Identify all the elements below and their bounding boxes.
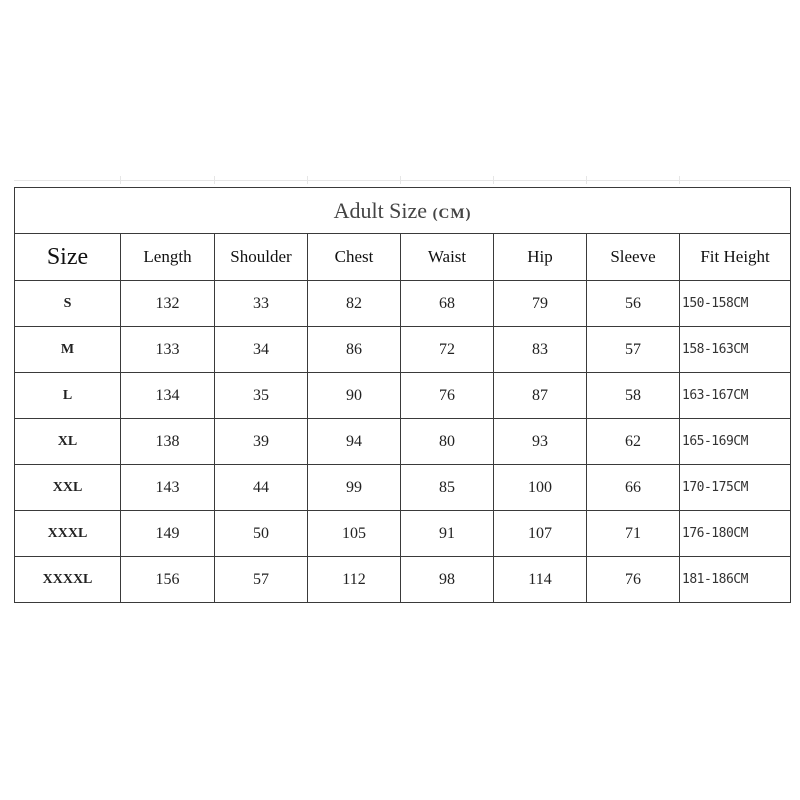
cell-size: M: [15, 327, 121, 373]
table-title-unit: (CM): [432, 205, 472, 222]
cell-sleeve: 56: [587, 281, 680, 327]
cell-length: 143: [121, 465, 215, 511]
cell-shoulder: 57: [215, 557, 308, 603]
cell-chest: 94: [308, 419, 401, 465]
faint-grid-tick: [400, 176, 401, 184]
cell-waist: 76: [401, 373, 494, 419]
table-row: [15, 419, 791, 465]
faint-grid-tick: [307, 176, 308, 184]
cell-sleeve: 66: [587, 465, 680, 511]
table-row: [15, 373, 791, 419]
header-fit-height: Fit Height: [680, 234, 791, 281]
cell-waist: 91: [401, 511, 494, 557]
faint-grid-tick: [120, 176, 121, 184]
cell-size: XXXXL: [15, 557, 121, 603]
header-shoulder: Shoulder: [215, 234, 308, 281]
cell-hip: 93: [494, 419, 587, 465]
faint-grid-tick: [493, 176, 494, 184]
header-size: Size: [15, 234, 121, 281]
cell-hip: 114: [494, 557, 587, 603]
cell-shoulder: 44: [215, 465, 308, 511]
cell-hip: 79: [494, 281, 587, 327]
cell-hip: 87: [494, 373, 587, 419]
cell-sleeve: 57: [587, 327, 680, 373]
faint-grid-line: [14, 180, 790, 181]
cell-sleeve: 62: [587, 419, 680, 465]
cell-chest: 105: [308, 511, 401, 557]
table-row: [15, 511, 791, 557]
cell-sleeve: 58: [587, 373, 680, 419]
cell-size: L: [15, 373, 121, 419]
table-row: [15, 281, 791, 327]
cell-shoulder: 39: [215, 419, 308, 465]
cell-length: 133: [121, 327, 215, 373]
cell-size: XXL: [15, 465, 121, 511]
faint-grid-tick: [679, 176, 680, 184]
table-title: [15, 188, 791, 234]
cell-fit-height: 150-158CM: [680, 281, 791, 327]
cell-sleeve: 76: [587, 557, 680, 603]
cell-chest: 82: [308, 281, 401, 327]
cell-size: XXXL: [15, 511, 121, 557]
cell-waist: 80: [401, 419, 494, 465]
cell-length: 138: [121, 419, 215, 465]
cell-length: 149: [121, 511, 215, 557]
header-sleeve: Sleeve: [587, 234, 680, 281]
table-title-text: Adult Size: [333, 197, 428, 223]
cell-length: 134: [121, 373, 215, 419]
header-waist: Waist: [401, 234, 494, 281]
cell-sleeve: 71: [587, 511, 680, 557]
cell-shoulder: 33: [215, 281, 308, 327]
header-chest: Chest: [308, 234, 401, 281]
table-row: [15, 327, 791, 373]
cell-waist: 72: [401, 327, 494, 373]
faint-grid-tick: [214, 176, 215, 184]
title-row: [15, 188, 791, 234]
cell-fit-height: 165-169CM: [680, 419, 791, 465]
cell-length: 132: [121, 281, 215, 327]
header-length: Length: [121, 234, 215, 281]
cell-fit-height: 163-167CM: [680, 373, 791, 419]
cell-fit-height: 170-175CM: [680, 465, 791, 511]
cell-hip: 107: [494, 511, 587, 557]
cell-fit-height: 181-186CM: [680, 557, 791, 603]
cell-size: S: [15, 281, 121, 327]
header-row: [15, 234, 791, 281]
size-chart-table: [14, 187, 791, 603]
cell-waist: 68: [401, 281, 494, 327]
cell-chest: 112: [308, 557, 401, 603]
cell-waist: 85: [401, 465, 494, 511]
cell-chest: 86: [308, 327, 401, 373]
cell-shoulder: 50: [215, 511, 308, 557]
table-row: [15, 557, 791, 603]
cell-waist: 98: [401, 557, 494, 603]
header-hip: Hip: [494, 234, 587, 281]
cell-hip: 83: [494, 327, 587, 373]
cell-chest: 99: [308, 465, 401, 511]
cell-chest: 90: [308, 373, 401, 419]
cell-shoulder: 35: [215, 373, 308, 419]
cell-fit-height: 158-163CM: [680, 327, 791, 373]
faint-grid-tick: [586, 176, 587, 184]
cell-length: 156: [121, 557, 215, 603]
table-row: [15, 465, 791, 511]
cell-hip: 100: [494, 465, 587, 511]
cell-fit-height: 176-180CM: [680, 511, 791, 557]
cell-shoulder: 34: [215, 327, 308, 373]
cell-size: XL: [15, 419, 121, 465]
